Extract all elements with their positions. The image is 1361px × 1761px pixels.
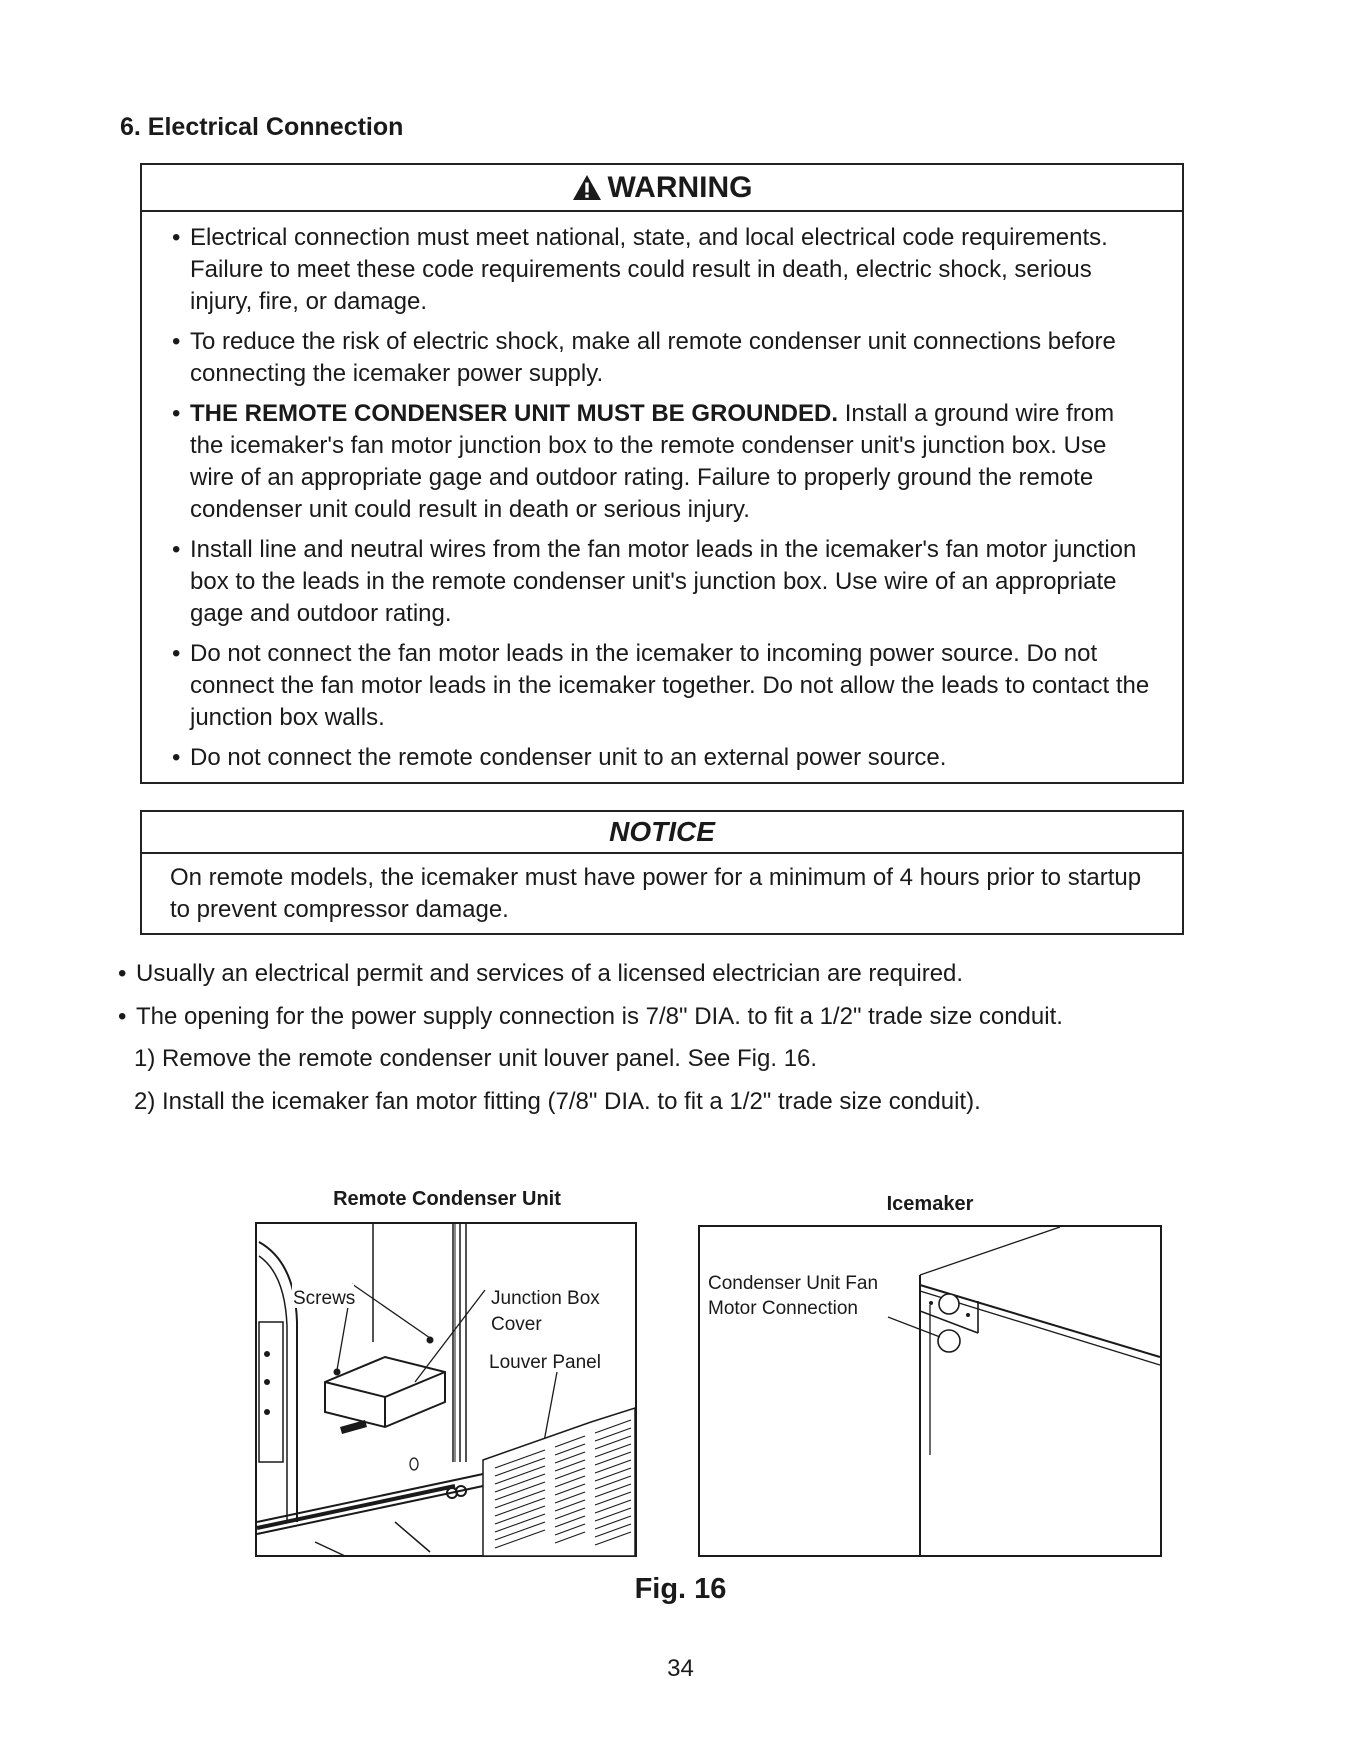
requirement-item: • Usually an electrical permit and services of a licensed electrician are required.	[118, 958, 1298, 990]
warning-box	[140, 163, 1184, 784]
warning-item	[172, 638, 1152, 734]
warning-item	[172, 742, 1152, 774]
louver-panel-label: Louver Panel	[489, 1352, 601, 1373]
fan-connection-label-line2: Motor Connection	[708, 1298, 858, 1319]
warning-item	[172, 398, 1152, 526]
grounding-emphasis: THE REMOTE CONDENSER UNIT MUST BE GROUNDED.	[190, 400, 839, 427]
steps-list	[134, 1043, 1294, 1129]
warning-item-text: Install a ground wire from the icemaker's fan motor junction box to the remote condenser unit's junction box. Use wire of an appropriate gage and outdoor rating. Failure to properly ground the remote condenser unit could result in death or serious injury.	[190, 400, 1115, 523]
notice-heading: NOTICE	[142, 812, 1182, 854]
warning-header	[142, 165, 1182, 212]
warning-item-text: Install line and neutral wires from the fan motor leads in the icemaker's fan motor junction box to the leads in the remote condenser unit's junction box. Use wire of an appropriate gage and outdoor rating.	[190, 536, 1137, 627]
section-title: 6. Electrical Connection	[120, 113, 404, 141]
icemaker-drawing	[698, 1225, 1162, 1557]
step-item: 1) Remove the remote condenser unit louver panel. See Fig. 16.	[134, 1045, 818, 1072]
step-item: 2) Install the icemaker fan motor fitting (7/8" DIA. to fit a 1/2" trade size conduit).	[134, 1088, 981, 1115]
page-number: 34	[667, 1655, 694, 1682]
screws-label: Screws	[293, 1288, 356, 1309]
warning-triangle-icon	[572, 174, 602, 201]
remote-condenser-title: Remote Condenser Unit	[333, 1188, 561, 1210]
warning-item-text: To reduce the risk of electric shock, make all remote condenser unit connections before connecting the icemaker power supply.	[190, 328, 1116, 387]
notice-box	[140, 810, 1184, 935]
requirements-list	[118, 958, 1298, 1044]
warning-item	[172, 222, 1152, 318]
warning-item-text: Do not connect the fan motor leads in the icemaker to incoming power source. Do not connect the fan motor leads in the icemaker together. Do not allow the leads to contact the junction box walls.	[190, 640, 1150, 731]
warning-item-text: Do not connect the remote condenser unit to an external power source.	[190, 744, 947, 771]
warning-heading: WARNING	[607, 171, 753, 204]
warning-item-text: Electrical connection must meet national, state, and local electrical code requirements. Failure to meet these code requirements could result in death, electric shock, serious injury, fire, or damage.	[190, 224, 1108, 315]
notice-text: On remote models, the icemaker must have power for a minimum of 4 hours prior to startup to prevent compressor damage.	[170, 864, 1142, 923]
remote-condenser-drawing	[255, 1222, 637, 1557]
warning-item	[172, 326, 1152, 390]
junction-box-label-line1: Junction Box	[491, 1288, 600, 1309]
junction-box-label-line2: Cover	[491, 1314, 542, 1335]
fan-connection-label-line1: Condenser Unit Fan	[708, 1273, 879, 1294]
warning-list	[142, 212, 1182, 774]
figure-caption: Fig. 16	[634, 1573, 727, 1605]
warning-item	[172, 534, 1152, 630]
icemaker-title: Icemaker	[886, 1193, 974, 1215]
requirement-item: • The opening for the power supply connection is 7/8" DIA. to fit a 1/2" trade size conduit.	[118, 1001, 1298, 1033]
